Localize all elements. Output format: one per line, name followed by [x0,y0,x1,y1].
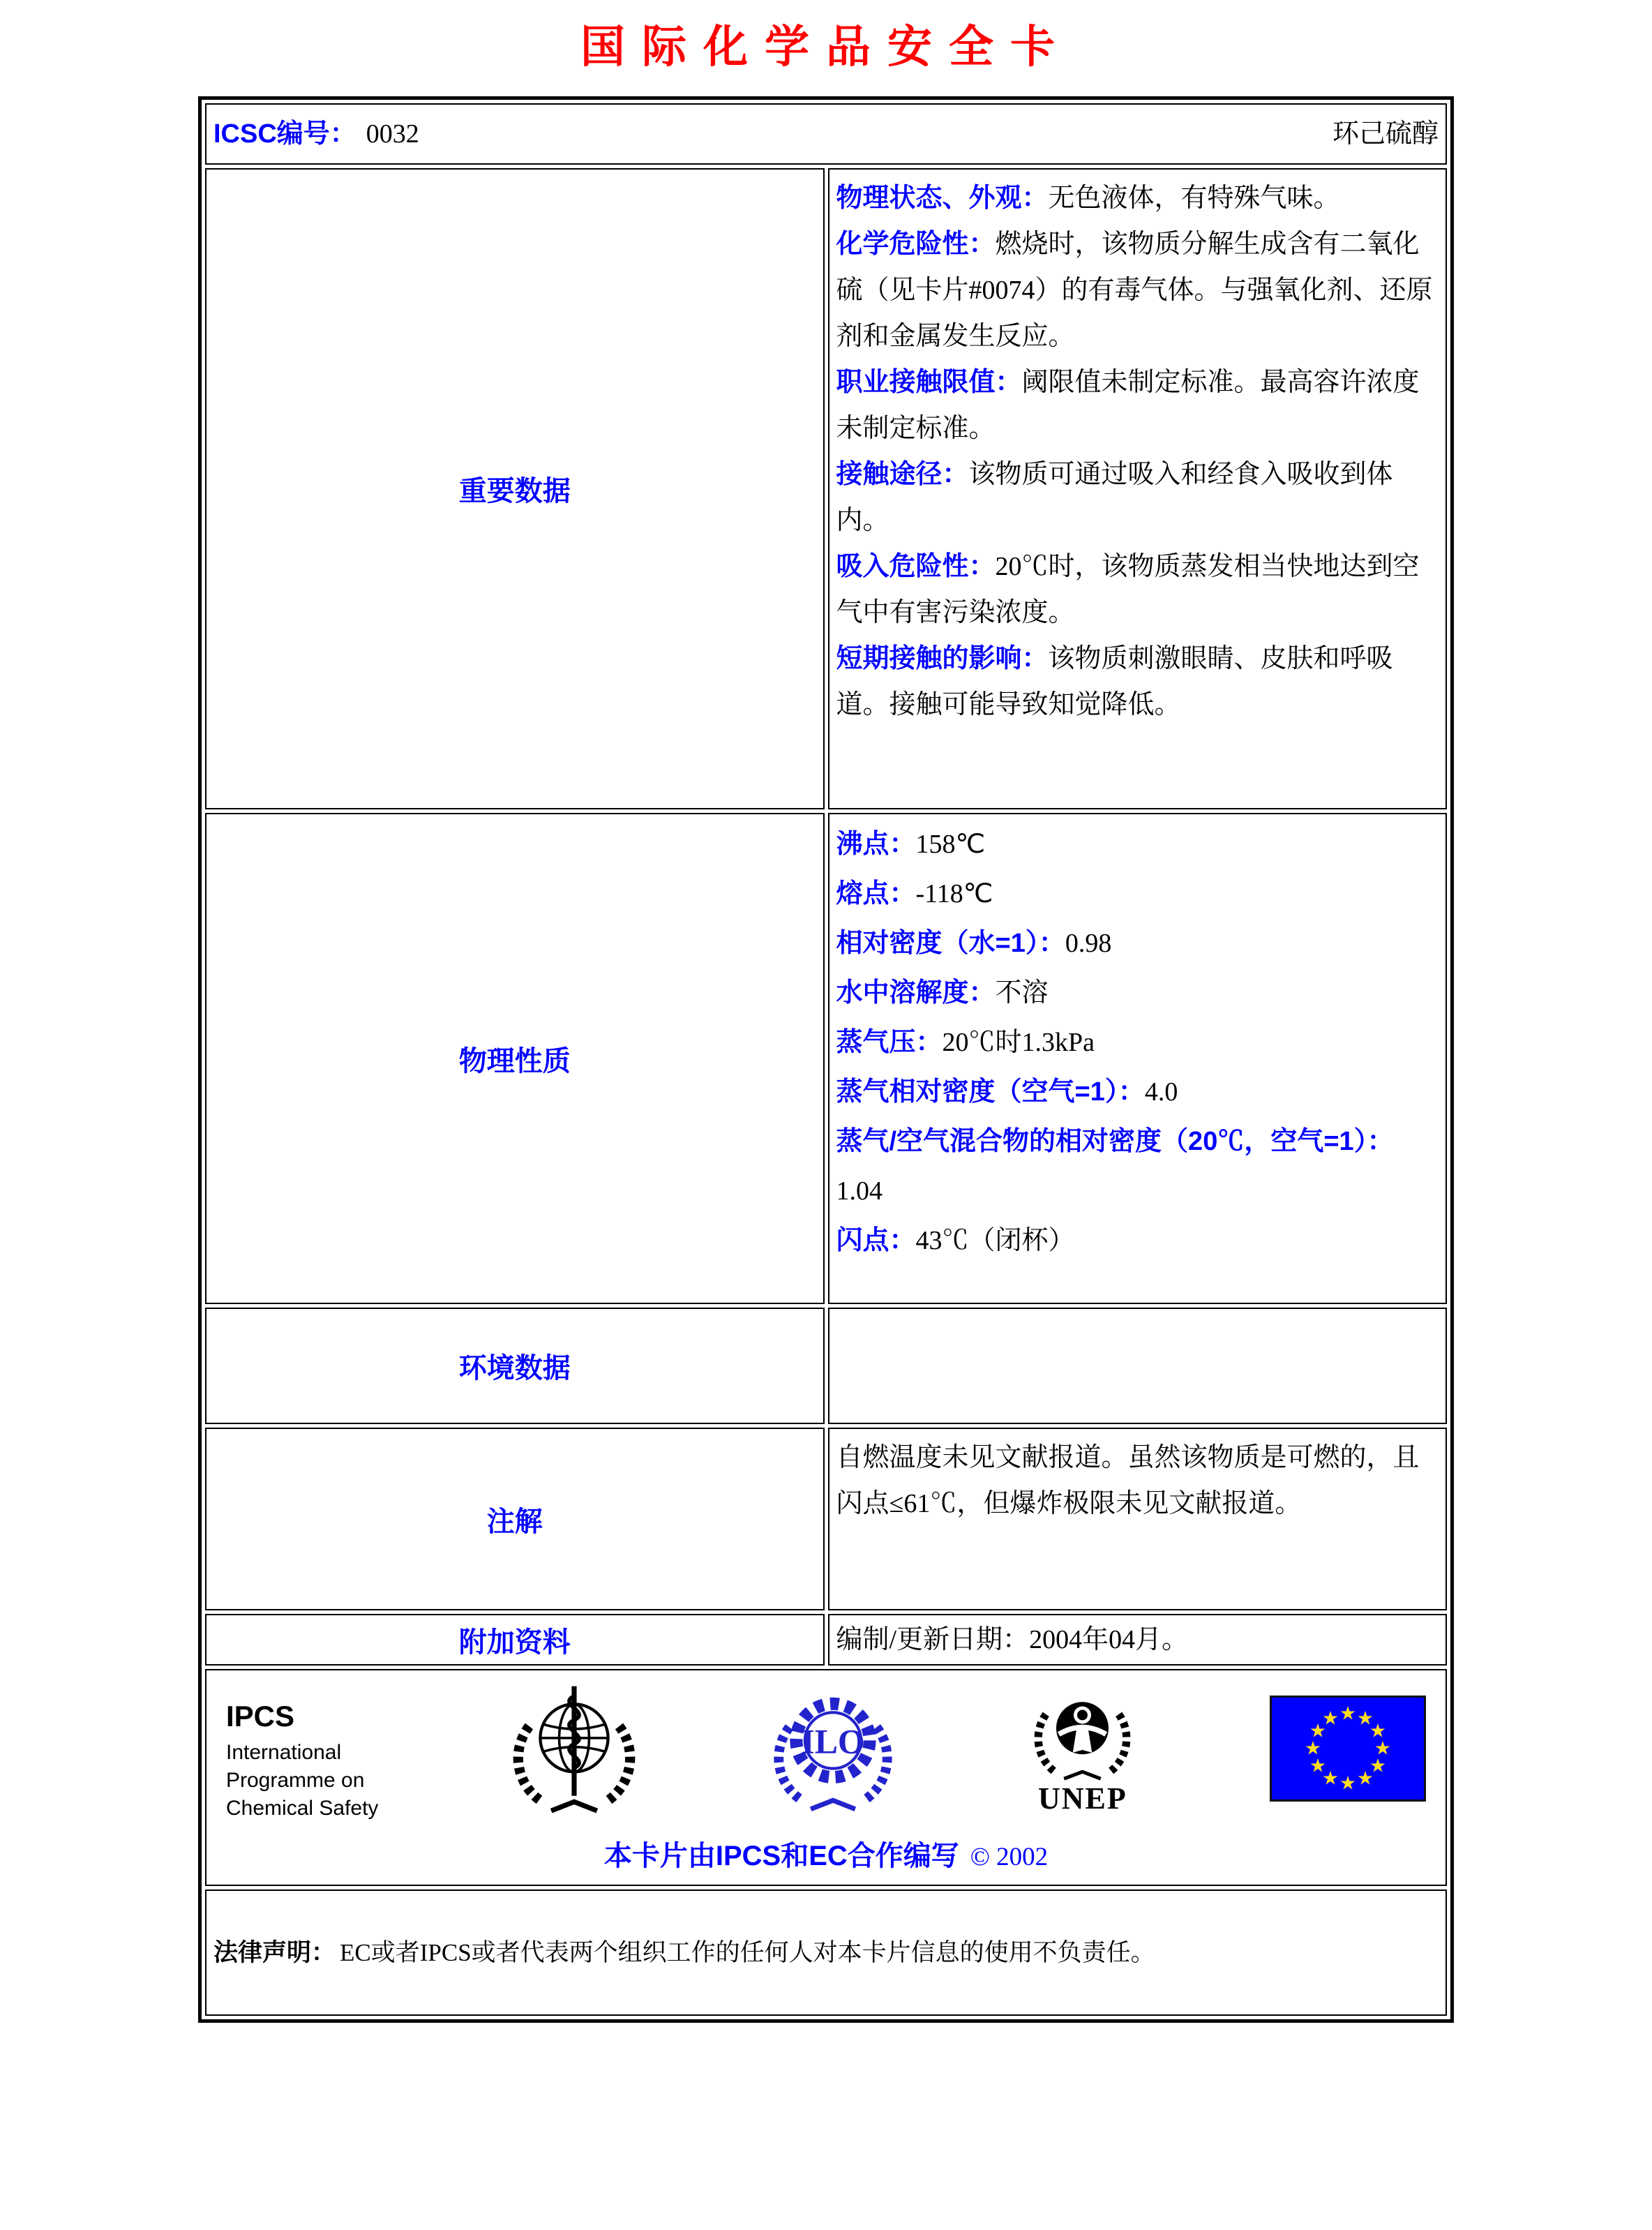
field-text: 20℃时，该物质蒸发相当快地达到空气中有害污染浓度。 [836,552,1420,627]
field-text: 无色液体，有特殊气味。 [1048,184,1340,213]
unep-logo-icon [1025,1680,1140,1785]
icsc-number-group [213,118,419,150]
eu-star-icon [1357,1769,1374,1788]
ipcs-text-block [226,1680,378,1823]
important-data-row [205,168,1447,809]
field-label: 蒸气压： [836,1028,943,1057]
cooperation-text: 本卡片由IPCS和EC合作编写 [603,1841,959,1871]
section-label-additional: 附加资料 [205,1614,825,1666]
chemical-name: 环己硫醇 [1332,119,1439,149]
field-label: 吸入危险性： [836,552,996,581]
logos-cell [205,1669,1447,1886]
data-line [836,1018,1439,1068]
ilo-logo-icon [770,1680,896,1816]
field-text: 不溶 [995,978,1049,1008]
who-logo-icon [508,1680,640,1820]
field-text: 1.04 [836,1176,883,1206]
eu-star-icon [1322,1709,1339,1728]
unep-logo-text: UNEP [1037,1781,1127,1816]
field-text: 阈限值未制定标准。最高容许浓度未制定标准。 [836,368,1420,443]
data-line [836,359,1439,451]
update-date-value: 2004年04月。 [1029,1625,1189,1654]
environment-data-row [205,1308,1447,1424]
data-line [836,175,1439,221]
important-data-content [828,168,1448,809]
header-row [205,103,1447,165]
notes-row [205,1428,1447,1610]
legal-text: EC或者IPCS或者代表两个组织工作的任何人对本卡片信息的使用不负责任。 [340,1938,1155,1966]
field-text: -118℃ [915,879,993,908]
data-line [836,451,1439,544]
icsc-number-value: 0032 [366,119,419,149]
data-line [836,1117,1439,1216]
data-line [836,1068,1439,1117]
page-title: 国际化学品安全卡 [580,22,1072,72]
legal-row [205,1889,1447,2016]
data-line [836,820,1439,869]
update-date-label: 编制/更新日期： [836,1625,1030,1654]
additional-info-row [205,1614,1447,1666]
data-line [836,919,1439,968]
eu-star-icon [1309,1757,1326,1776]
section-label-important: 重要数据 [205,168,825,809]
ilo-logo-text: ILO [801,1722,865,1761]
legal-label: 法律声明： [213,1938,336,1966]
logos-row [205,1669,1447,1886]
field-label: 物理状态、外观： [836,184,1049,213]
field-label: 蒸气相对密度（空气=1）： [836,1077,1145,1107]
notes-content [828,1428,1448,1610]
eu-flag-icon [1270,1696,1426,1802]
field-text: 43℃（闭杯） [915,1226,1075,1255]
physical-properties-row [205,813,1447,1304]
field-label: 接触途径： [836,460,969,489]
field-label: 化学危险性： [836,230,996,259]
field-label: 水中溶解度： [836,978,996,1008]
physical-properties-content [828,813,1448,1304]
field-label: 短期接触的影响： [836,644,1049,673]
data-line [836,1216,1439,1266]
data-line [836,869,1439,919]
ipcs-line: International [226,1741,342,1764]
eu-star-icon [1339,1774,1356,1793]
unep-logo-block [1025,1680,1140,1816]
field-text: 该物质刺激眼睛、皮肤和呼吸道。接触可能导致知觉降低。 [836,644,1393,719]
section-label-notes: 注解 [205,1428,825,1610]
legal-cell [205,1889,1447,2016]
field-label: 沸点： [836,830,916,859]
field-label: 熔点： [836,879,916,908]
cooperation-line [226,1834,1426,1873]
section-label-physical: 物理性质 [205,813,825,1304]
safety-card-table [198,96,1454,2023]
data-line [836,968,1439,1018]
field-text: 该物质可通过吸入和经食入吸收到体内。 [836,460,1393,535]
field-label: 闪点： [836,1226,916,1255]
environment-data-content [828,1308,1448,1424]
data-line [836,221,1439,359]
data-line [836,544,1439,636]
header-cell [205,103,1447,165]
eu-star-icon [1339,1705,1356,1723]
field-text: 20℃时1.3kPa [942,1028,1095,1057]
field-label: 蒸气/空气混合物的相对密度（20℃，空气=1）： [836,1127,1394,1156]
copyright-text: © 2002 [970,1843,1049,1871]
field-label: 职业接触限值： [836,368,1022,397]
field-text: 4.0 [1144,1077,1178,1107]
ipcs-line: Programme on [226,1769,365,1792]
eu-star-icon [1305,1739,1321,1758]
ipcs-title: IPCS [226,1700,295,1733]
section-label-environment: 环境数据 [205,1308,825,1424]
additional-info-content [828,1614,1448,1666]
ipcs-line: Chemical Safety [226,1797,379,1820]
notes-text: 自燃温度未见文献报道。虽然该物质是可燃的，且闪点≤61℃，但爆炸极限未见文献报道。 [836,1443,1420,1518]
field-text: 0.98 [1065,929,1112,958]
icsc-number-label: ICSC编号： [213,119,356,149]
field-text: 燃烧时，该物质分解生成含有二氧化硫（见卡片#0074）的有毒气体。与强氧化剂、还原剂和金属发生反应。 [836,230,1433,351]
data-line [836,636,1439,728]
field-text: 158℃ [915,830,986,859]
field-label: 相对密度（水=1）： [836,929,1065,958]
